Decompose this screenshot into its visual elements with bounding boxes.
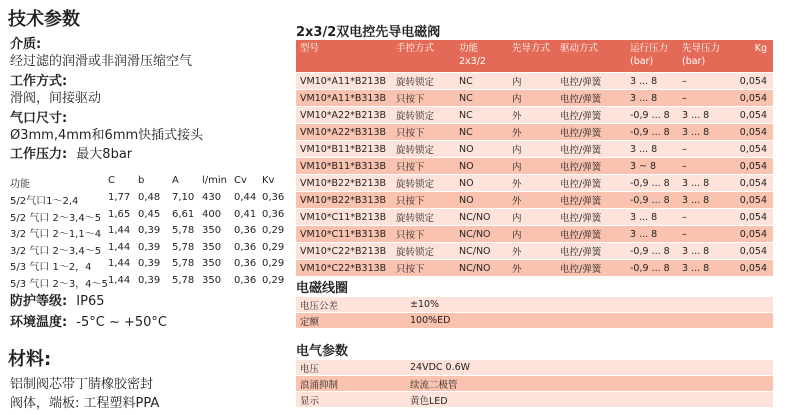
table-cell: 旋转锁定 (392, 243, 455, 260)
spec-row-cell: 0,36 (234, 225, 257, 236)
spec-row-cell: 0,36 (262, 208, 285, 220)
table-cell: NC (455, 107, 508, 124)
coil-value: ±10% (406, 297, 773, 313)
table-cell: 外 (508, 124, 556, 141)
protection-value: IP65 (76, 294, 105, 309)
table-cell: 3 ... 8 (626, 209, 678, 226)
table-cell: VM10*C22*B313B (296, 260, 392, 277)
table-cell: – (678, 73, 734, 90)
table-cell: 电控/弹簧 (556, 73, 626, 90)
table-cell: 3 ... 8 (678, 192, 734, 209)
table-cell: NO (455, 158, 508, 175)
working-mode-label: 工作方式: (10, 74, 68, 89)
table-row (296, 124, 773, 141)
spec-row-cell: 430 (202, 192, 222, 203)
table-cell: 3 ... 8 (678, 175, 734, 192)
column-header: 运行压力 (bar) (626, 40, 678, 73)
table-row (296, 226, 773, 243)
table-cell: 3 ... 8 (678, 107, 734, 124)
table-cell: VM10*A11*B313B (296, 90, 392, 107)
table-cell: VM10*A22*B213B (296, 107, 392, 124)
table-cell: NC/NO (455, 209, 508, 226)
table-cell: 内 (508, 73, 556, 90)
spec-header-row-cell: 功能 (10, 179, 30, 190)
table-cell: 外 (508, 243, 556, 260)
table-cell: 外 (508, 192, 556, 209)
table-cell: 旋转锁定 (392, 175, 455, 192)
table-cell: 旋转锁定 (392, 141, 455, 158)
table-row (296, 175, 773, 192)
spec-row-cell: 0,36 (234, 241, 257, 253)
table-cell: 外 (508, 107, 556, 124)
table-cell: 0,054 (734, 124, 773, 141)
table-cell: VM10*C11*B213B (296, 209, 392, 226)
spec-row-cell: 3/2 气口 2～3,4～5 (10, 245, 102, 257)
spec-row-cell: 0,29 (262, 225, 285, 236)
protection-line (10, 290, 105, 309)
table-cell: NC (455, 73, 508, 90)
table-cell: NC/NO (455, 260, 508, 277)
table-cell: 0,054 (734, 226, 773, 243)
spec-row-cell: 1,44 (108, 241, 131, 253)
pressure-line (10, 143, 132, 162)
spec-row-cell: 5/2气口1～2,4 (10, 196, 79, 207)
spec-row-cell: 400 (202, 208, 222, 220)
table-cell: – (678, 158, 734, 175)
table-cell: 只按下 (392, 158, 455, 175)
table-cell: 电控/弹簧 (556, 260, 626, 277)
table-cell: 电控/弹簧 (556, 243, 626, 260)
table-cell: 只按下 (392, 124, 455, 141)
table-cell: NC/NO (455, 226, 508, 243)
spec-row-cell: 350 (202, 258, 222, 269)
spec-header-row-cell: b (138, 175, 145, 186)
table-cell: 0,054 (734, 73, 773, 90)
spec-row-cell: 1,44 (108, 258, 131, 269)
table-cell: 内 (508, 209, 556, 226)
env-temp-value: -5°C ~ +50°C (76, 315, 168, 330)
materials-line-2: 阀体，端板: 工程塑料PPA (10, 396, 160, 411)
spec-row-cell: 0,44 (234, 192, 257, 203)
table-row (296, 209, 773, 226)
table-row (296, 192, 773, 209)
table-cell: 只按下 (392, 90, 455, 107)
column-header: 功能 2x3/2 (455, 40, 508, 73)
electrical-key: 电压 (296, 360, 406, 376)
column-header: 先导方式 (508, 40, 556, 73)
table-cell: 0,054 (734, 192, 773, 209)
tech-params-title: 技术参数 (8, 9, 80, 30)
column-header: 手控方式 (392, 40, 455, 73)
column-header: Kg (734, 40, 773, 73)
table-cell: 电控/弹簧 (556, 192, 626, 209)
column-header: 型号 (296, 40, 392, 73)
table-cell: – (678, 141, 734, 158)
table-cell: 3 ... 8 (626, 73, 678, 90)
spec-row-cell: 7,10 (172, 192, 195, 203)
spec-header-row-cell: C (108, 175, 115, 186)
medium-label: 介质: (10, 37, 42, 52)
table-cell: 内 (508, 141, 556, 158)
env-temp-line (10, 311, 167, 330)
table-cell: NO (455, 192, 508, 209)
table-cell: 内 (508, 158, 556, 175)
table-cell: 只按下 (392, 260, 455, 277)
env-temp-label: 环境温度: (10, 315, 68, 330)
port-size-label: 气口尺寸: (10, 111, 68, 126)
table-row (296, 90, 773, 107)
spec-row-cell: 0,39 (138, 225, 161, 236)
table-cell: NO (455, 141, 508, 158)
table-cell: 0,054 (734, 209, 773, 226)
table-cell: 3 ... 8 (626, 226, 678, 243)
electrical-key: 显示 (296, 392, 406, 408)
table-cell: – (678, 90, 734, 107)
port-size-value: Ø3mm,4mm和6mm快插式接头 (10, 128, 204, 143)
electrical-value: 续流二极管 (406, 376, 773, 392)
materials-line-1: 铝制阀芯带丁腈橡胶密封 (10, 377, 154, 392)
spec-row-cell: 0,36 (234, 274, 257, 286)
electrical-key: 浪涌抑制 (296, 376, 406, 392)
table-cell: 只按下 (392, 226, 455, 243)
coil-row (296, 297, 773, 313)
spec-row-cell: 0,45 (138, 208, 161, 220)
table-cell: VM10*B22*B313B (296, 192, 392, 209)
table-cell: 3 ... 8 (626, 90, 678, 107)
table-cell: 外 (508, 260, 556, 277)
table-cell: -0,9 ... 8 (626, 107, 678, 124)
spec-row-cell: 0,36 (234, 258, 257, 269)
table-cell: NC/NO (455, 243, 508, 260)
table-cell: 3 ... 8 (678, 260, 734, 277)
coil-key: 电压公差 (296, 297, 406, 313)
coil-table (296, 297, 773, 329)
table-cell: 旋转锁定 (392, 73, 455, 90)
table-cell: 3 ... 8 (678, 243, 734, 260)
spec-row-cell: 0,29 (262, 258, 285, 269)
table-cell: VM10*C22*B213B (296, 243, 392, 260)
medium-value: 经过滤的润滑或非润滑压缩空气 (10, 54, 193, 69)
spec-row-cell: 350 (202, 225, 222, 236)
spec-row-cell: 5/2 气口 2～3,4～5 (10, 212, 102, 224)
table-cell: 3 ... 8 (678, 124, 734, 141)
electrical-row (296, 392, 773, 408)
spec-row-cell: 0,39 (138, 241, 161, 253)
table-cell: VM10*B11*B313B (296, 158, 392, 175)
table-cell: 电控/弹簧 (556, 90, 626, 107)
table-cell: 旋转锁定 (392, 107, 455, 124)
table-cell: 电控/弹簧 (556, 209, 626, 226)
spec-row-cell: 1,65 (108, 208, 131, 220)
table-cell: NC (455, 124, 508, 141)
spec-row-cell: 5/3 气口 2～3，4～5 (10, 278, 108, 290)
coil-value: 100%ED (406, 313, 773, 329)
table-cell: VM10*A22*B313B (296, 124, 392, 141)
working-mode-value: 滑阀，间接驱动 (10, 91, 102, 106)
electrical-row (296, 376, 773, 392)
electrical-value: 黄色LED (406, 392, 773, 408)
table-cell: VM10*B22*B213B (296, 175, 392, 192)
electrical-table (296, 360, 773, 408)
column-header: 驱动方式 (556, 40, 626, 73)
spec-row-cell: 350 (202, 274, 222, 286)
spec-row-cell: 1,44 (108, 274, 131, 286)
valve-table-title: 2x3/2双电控先导电磁阀 (296, 25, 441, 40)
table-cell: 3 ... 8 (626, 141, 678, 158)
table-cell: 电控/弹簧 (556, 141, 626, 158)
table-cell: 内 (508, 90, 556, 107)
spec-row-cell: 1,44 (108, 225, 131, 236)
spec-row-cell: 5,78 (172, 241, 195, 253)
table-cell: NO (455, 175, 508, 192)
electrical-value: 24VDC 0.6W (406, 360, 773, 376)
pressure-label: 工作压力: (10, 147, 68, 162)
table-row (296, 260, 773, 277)
valve-table-header (296, 40, 773, 73)
table-cell: 电控/弹簧 (556, 107, 626, 124)
spec-row-cell: 0,29 (262, 241, 285, 253)
table-row (296, 141, 773, 158)
spec-row-cell: 5,78 (172, 274, 195, 286)
table-cell: – (678, 226, 734, 243)
table-cell: – (678, 209, 734, 226)
table-cell: 内 (508, 226, 556, 243)
table-cell: 外 (508, 175, 556, 192)
protection-label: 防护等级: (10, 294, 68, 309)
spec-row-cell: 0,36 (262, 192, 285, 203)
table-cell: 3 ~ 8 (626, 158, 678, 175)
materials-title: 材料: (8, 349, 52, 370)
table-cell: VM10*A11*B213B (296, 73, 392, 90)
table-cell: -0,9 ... 8 (626, 192, 678, 209)
table-row (296, 107, 773, 124)
table-cell: 只按下 (392, 192, 455, 209)
electrical-title: 电气参数 (296, 344, 349, 359)
technical-parameters-panel (0, 0, 290, 415)
table-cell: 电控/弹簧 (556, 124, 626, 141)
table-cell: VM10*C11*B313B (296, 226, 392, 243)
table-cell: -0,9 ... 8 (626, 243, 678, 260)
table-cell: NC (455, 90, 508, 107)
table-cell: 电控/弹簧 (556, 175, 626, 192)
table-row (296, 243, 773, 260)
coil-title: 电磁线圈 (296, 281, 349, 296)
spec-row-cell: 0,41 (234, 208, 257, 220)
spec-row-cell: 5,78 (172, 258, 195, 269)
spec-row-cell: 0,48 (138, 192, 161, 203)
table-cell: 0,054 (734, 158, 773, 175)
spec-row-cell: 1,77 (108, 192, 131, 203)
electrical-row (296, 360, 773, 376)
table-row (296, 158, 773, 175)
spec-row-cell: 5,78 (172, 225, 195, 236)
table-row (296, 73, 773, 90)
spec-header-row-cell: l/min (202, 175, 228, 186)
spec-header-row-cell: A (172, 175, 179, 186)
table-cell: 0,054 (734, 107, 773, 124)
table-cell: 旋转锁定 (392, 209, 455, 226)
spec-row-cell: 0,39 (138, 258, 161, 269)
coil-row (296, 313, 773, 329)
spec-row-cell: 0,29 (262, 274, 285, 286)
spec-row-cell: 350 (202, 241, 222, 253)
table-cell: VM10*B11*B213B (296, 141, 392, 158)
spec-row-cell: 0,39 (138, 274, 161, 286)
table-cell: 0,054 (734, 243, 773, 260)
coil-key: 定额 (296, 313, 406, 329)
table-cell: 0,054 (734, 90, 773, 107)
table-cell: 0,054 (734, 175, 773, 192)
table-cell: -0,9 ... 8 (626, 124, 678, 141)
spec-row-cell: 5/3 气口 1～2，4 (10, 262, 92, 273)
spec-header-row-cell: Cv (234, 175, 247, 186)
table-cell: 电控/弹簧 (556, 158, 626, 175)
spec-row-cell: 3/2 气口 2～1,1～4 (10, 229, 102, 240)
column-header: 先导压力 (bar) (678, 40, 734, 73)
spec-header-row-cell: Kv (262, 175, 275, 186)
table-cell: -0,9 ... 8 (626, 260, 678, 277)
spec-row-cell: 6,61 (172, 208, 195, 220)
table-cell: -0,9 ... 8 (626, 175, 678, 192)
table-cell: 0,054 (734, 260, 773, 277)
table-cell: 0,054 (734, 141, 773, 158)
table-cell: 电控/弹簧 (556, 226, 626, 243)
valve-model-table (296, 40, 773, 277)
pressure-value: 最大8bar (76, 147, 133, 162)
